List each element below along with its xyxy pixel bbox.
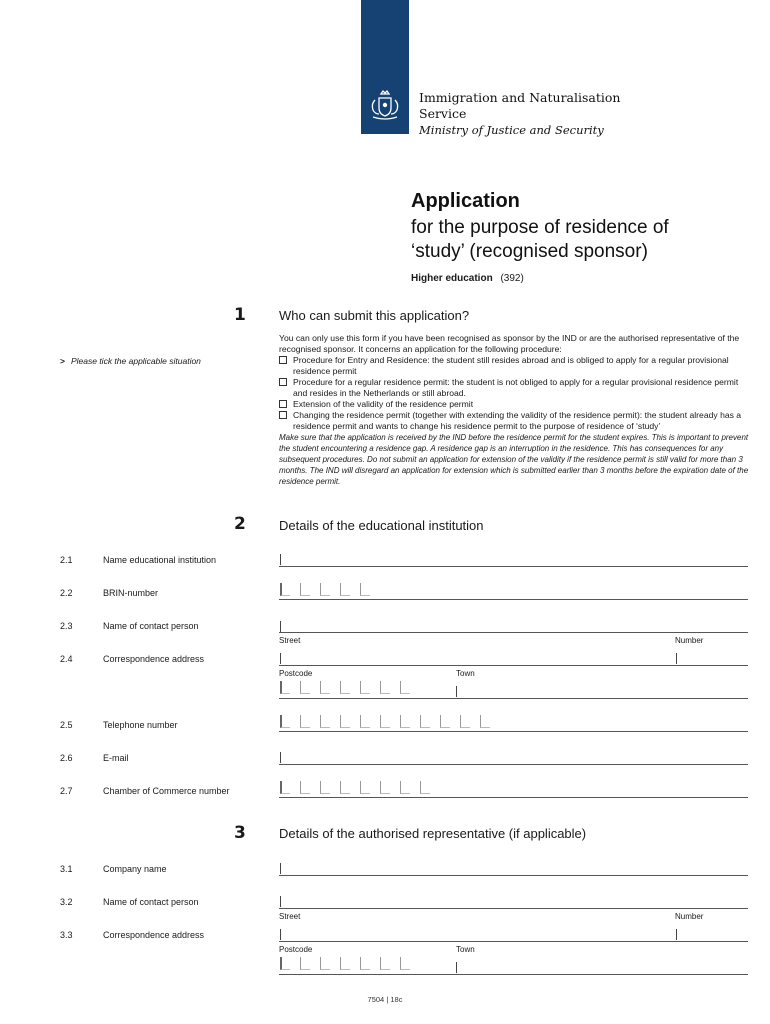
company-name-input[interactable] (279, 874, 748, 876)
text-cursor (676, 653, 677, 664)
telephone-boxes[interactable] (280, 715, 500, 728)
checkbox[interactable] (279, 356, 287, 364)
text-cursor (280, 752, 281, 763)
char-box[interactable] (280, 715, 290, 728)
option-label: Extension of the validity of the residence permit (293, 399, 474, 409)
char-box[interactable] (380, 781, 390, 794)
char-box[interactable] (340, 583, 350, 596)
char-box[interactable] (280, 681, 290, 694)
town-label: Town (456, 945, 475, 954)
text-cursor (280, 863, 281, 874)
char-box[interactable] (360, 583, 370, 596)
char-box[interactable] (480, 715, 490, 728)
street-label: Street (279, 636, 301, 645)
hint-marker-icon: > (60, 356, 65, 366)
section-1-body (279, 333, 749, 487)
char-box[interactable] (420, 715, 430, 728)
option-entry-residence[interactable] (279, 355, 749, 377)
option-change-permit[interactable] (279, 410, 749, 432)
field-label-rep-contact-person: Name of contact person (103, 897, 199, 907)
checkbox[interactable] (279, 400, 287, 408)
text-cursor (280, 554, 281, 565)
field-label-contact-person: Name of contact person (103, 621, 199, 631)
field-label-institution-name: Name educational institution (103, 555, 217, 565)
field-number: 2.7 (60, 786, 73, 796)
field-label-rep-address: Correspondence address (103, 930, 205, 940)
field-number: 3.1 (60, 864, 73, 874)
coat-of-arms-icon (365, 84, 405, 124)
page-footer-code: 7504 | 18c (367, 995, 403, 1004)
agency-line-1: Immigration and Naturalisation (419, 90, 621, 105)
street-input[interactable] (279, 664, 748, 666)
field-number: 2.1 (60, 555, 73, 565)
town-label: Town (456, 669, 475, 678)
category-label: Higher education (411, 273, 493, 284)
char-box[interactable] (360, 715, 370, 728)
field-number: 2.4 (60, 654, 73, 664)
section-1-number: 1 (234, 305, 246, 325)
rep-street-input[interactable] (279, 940, 748, 942)
agency-name (419, 90, 620, 138)
field-label-brin: BRIN-number (103, 588, 159, 598)
char-box[interactable] (300, 781, 310, 794)
char-box[interactable] (320, 681, 330, 694)
char-box[interactable] (340, 781, 350, 794)
text-cursor (280, 929, 281, 940)
char-box[interactable] (380, 957, 390, 970)
institution-name-input[interactable] (279, 565, 748, 567)
form-subtitle-line-2: ‘study’ (recognised sponsor) (411, 241, 648, 262)
option-regular-permit[interactable] (279, 377, 749, 399)
char-box[interactable] (360, 681, 370, 694)
char-box[interactable] (300, 715, 310, 728)
option-label: Changing the residence permit (together with extending the validity of the residence permit): the student already has a residence permit and wants to change his residence permit to the purpose of residence of ‘study’ (293, 410, 742, 431)
char-box[interactable] (400, 957, 410, 970)
form-subtitle (411, 216, 669, 264)
section-3-title: Details of the authorised representative (if applicable) (279, 826, 587, 841)
field-number: 2.5 (60, 720, 73, 730)
text-cursor (280, 896, 281, 907)
section-2-title: Details of the educational institution (279, 518, 484, 533)
char-box[interactable] (400, 715, 410, 728)
street-label: Street (279, 912, 301, 921)
char-box[interactable] (400, 781, 410, 794)
field-number: 3.2 (60, 897, 73, 907)
field-number: 2.2 (60, 588, 73, 598)
section-2-number: 2 (234, 514, 246, 534)
char-box[interactable] (380, 681, 390, 694)
char-box[interactable] (340, 715, 350, 728)
char-box[interactable] (360, 781, 370, 794)
checkbox[interactable] (279, 411, 287, 419)
char-box[interactable] (280, 957, 290, 970)
field-label-company-name: Company name (103, 864, 167, 874)
char-box[interactable] (420, 781, 430, 794)
form-subtitle-line-1: for the purpose of residence of (411, 217, 669, 238)
postcode-label: Postcode (279, 669, 313, 678)
rep-contact-person-input[interactable] (279, 907, 748, 909)
text-cursor (676, 929, 677, 940)
town-input[interactable] (279, 697, 748, 699)
hint-text: Please tick the applicable situation (70, 356, 201, 366)
rep-postcode-boxes[interactable] (280, 957, 420, 970)
text-cursor (456, 686, 457, 697)
form-title: Application (411, 190, 520, 212)
chamber-of-commerce-boxes[interactable] (280, 781, 440, 794)
option-label: Procedure for Entry and Residence: the student still resides abroad and is obliged to apply for a regular provisional residence permit (293, 355, 729, 376)
field-number: 2.3 (60, 621, 73, 631)
section-1-title: Who can submit this application? (279, 308, 470, 323)
field-label-telephone: Telephone number (103, 720, 178, 730)
form-code: (392) (500, 273, 524, 284)
field-label-chamber-commerce: Chamber of Commerce number (103, 786, 230, 796)
char-box[interactable] (400, 681, 410, 694)
char-box[interactable] (340, 957, 350, 970)
postcode-label: Postcode (279, 945, 313, 954)
char-box[interactable] (320, 583, 330, 596)
text-cursor (280, 653, 281, 664)
char-box[interactable] (300, 957, 310, 970)
char-box[interactable] (280, 781, 290, 794)
rep-town-input[interactable] (279, 973, 748, 975)
char-box[interactable] (320, 957, 330, 970)
chamber-underline (279, 796, 748, 798)
field-label-email: E-mail (103, 753, 129, 763)
field-label-address: Correspondence address (103, 654, 205, 664)
option-extension[interactable] (279, 399, 749, 410)
brin-number-boxes[interactable] (280, 583, 380, 596)
email-input[interactable] (279, 763, 748, 765)
char-box[interactable] (440, 715, 450, 728)
char-box[interactable] (360, 957, 370, 970)
section-3-number: 3 (234, 823, 246, 843)
field-number: 3.3 (60, 930, 73, 940)
form-category (411, 273, 524, 284)
char-box[interactable] (300, 583, 310, 596)
ministry-name: Ministry of Justice and Security (419, 123, 604, 137)
brin-underline (279, 598, 748, 600)
agency-line-2: Service (419, 106, 467, 121)
char-box[interactable] (300, 681, 310, 694)
section-1-intro: You can only use this form if you have been recognised as sponsor by the IND or are the authorised representative of the recognised sponsor. It concerns an application for the following procedure: (279, 333, 740, 354)
tick-hint (60, 356, 201, 366)
postcode-boxes[interactable] (280, 681, 420, 694)
char-box[interactable] (280, 583, 290, 596)
section-1-note: Make sure that the application is received by the IND before the residence permit for the student expires. This is important to prevent the student encountering a residence gap. A residence gap is an interruption in the residence. This has consequences for any subsequent procedures. Do not submit an application for extension of the validity if the residence permit is still valid for more than 3 months. The IND will disregard an application for extension which is submitted earlier than 3 months before the expiration date of the residence permit. (279, 433, 749, 486)
option-label: Procedure for a regular residence permit: the student is not obliged to apply for a regular provisional residence permit and resides in the Netherlands or still abroad. (293, 377, 739, 398)
field-number: 2.6 (60, 753, 73, 763)
contact-person-input[interactable] (279, 631, 748, 633)
number-label: Number (675, 912, 704, 921)
number-label: Number (675, 636, 704, 645)
char-box[interactable] (380, 715, 390, 728)
telephone-underline (279, 730, 748, 732)
char-box[interactable] (460, 715, 470, 728)
char-box[interactable] (320, 781, 330, 794)
checkbox[interactable] (279, 378, 287, 386)
text-cursor (456, 962, 457, 973)
char-box[interactable] (340, 681, 350, 694)
char-box[interactable] (320, 715, 330, 728)
